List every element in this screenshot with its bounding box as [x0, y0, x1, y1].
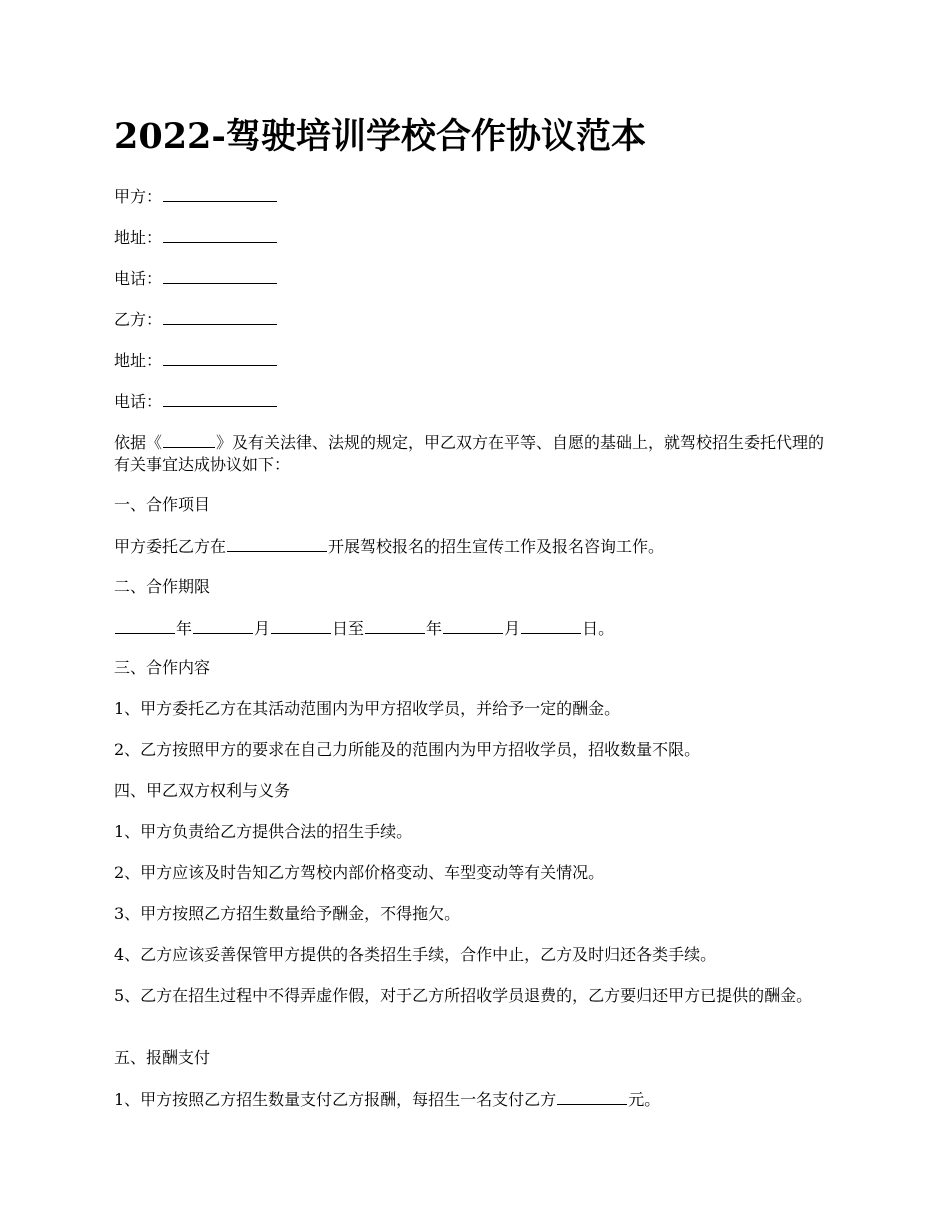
start-day-blank[interactable]: [271, 617, 331, 634]
location-blank[interactable]: [227, 535, 327, 552]
party-b-line: [114, 308, 278, 331]
section-3-item-2: 2、乙方按照甲方的要求在自己力所能及的范围内为甲方招收学员，招收数量不限。: [114, 740, 701, 759]
section-3-heading: 三、合作内容: [114, 658, 211, 677]
end-month-blank[interactable]: [443, 617, 503, 634]
section-5-item-1: [114, 1088, 660, 1111]
intro-suffix: 》及有关法律、法规的规定，甲乙双方在平等、自愿的基础上，就驾校招生委托代理的有关事宜达成协议如下：: [114, 433, 825, 474]
month-1: 月: [254, 619, 271, 638]
s5-item1-prefix: 1、甲方按照乙方招生数量支付乙方报酬，每招生一名支付乙方: [114, 1090, 557, 1109]
party-a-line: [114, 185, 278, 208]
section-4-item-3: 3、甲方按照乙方招生数量给予酬金，不得拖欠。: [114, 904, 461, 923]
party-b-address-label: 地址：: [114, 351, 163, 370]
law-name-blank[interactable]: [163, 431, 215, 448]
day-2: 日。: [582, 619, 615, 638]
s1-prefix: 甲方委托乙方在: [114, 537, 227, 556]
party-a-label: 甲方：: [114, 187, 163, 206]
section-4-item-5: 5、乙方在招生过程中不得弄虚作假，对于乙方所招收学员退费的，乙方要归还甲方已提供的酬金。: [114, 986, 813, 1005]
year-1: 年: [176, 619, 193, 638]
section-4-heading: 四、甲乙双方权利与义务: [114, 781, 291, 800]
end-day-blank[interactable]: [521, 617, 581, 634]
intro-paragraph: [114, 431, 839, 476]
party-b-label: 乙方：: [114, 310, 163, 329]
section-2-heading: 二、合作期限: [114, 577, 211, 596]
section-4-item-4: 4、乙方应该妥善保管甲方提供的各类招生手续，合作中止，乙方及时归还各类手续。: [114, 945, 717, 964]
section-2-dates: [114, 617, 614, 640]
section-4-item-2: 2、甲方应该及时告知乙方驾校内部价格变动、车型变动等有关情况。: [114, 863, 605, 882]
fee-amount-blank[interactable]: [557, 1088, 627, 1105]
party-b-blank[interactable]: [163, 308, 277, 325]
party-b-phone-line: [114, 390, 278, 413]
section-4-item-1: 1、甲方负责给乙方提供合法的招生手续。: [114, 822, 413, 841]
party-b-address-blank[interactable]: [163, 349, 277, 366]
intro-prefix: 依据《: [114, 433, 163, 452]
s5-item1-suffix: 元。: [628, 1090, 661, 1109]
party-a-address-label: 地址：: [114, 228, 163, 247]
party-a-blank[interactable]: [163, 185, 277, 202]
party-a-phone-blank[interactable]: [163, 267, 277, 284]
end-year-blank[interactable]: [365, 617, 425, 634]
section-5-heading: 五、报酬支付: [114, 1048, 211, 1067]
party-a-phone-label: 电话：: [114, 269, 163, 288]
start-year-blank[interactable]: [115, 617, 175, 634]
start-month-blank[interactable]: [193, 617, 253, 634]
section-3-item-1: 1、甲方委托乙方在其活动范围内为甲方招收学员，并给予一定的酬金。: [114, 699, 621, 718]
party-a-phone-line: [114, 267, 278, 290]
section-1-heading: 一、合作项目: [114, 495, 211, 514]
party-b-address-line: [114, 349, 278, 372]
year-2: 年: [426, 619, 443, 638]
day-1-to: 日至: [332, 619, 365, 638]
document-title: 2022-驾驶培训学校合作协议范本: [114, 116, 646, 157]
party-a-address-blank[interactable]: [163, 226, 277, 243]
party-a-address-line: [114, 226, 278, 249]
month-2: 月: [504, 619, 521, 638]
s1-suffix: 开展驾校报名的招生宣传工作及报名咨询工作。: [328, 537, 665, 556]
party-b-phone-label: 电话：: [114, 392, 163, 411]
section-1-text: [114, 535, 664, 558]
party-b-phone-blank[interactable]: [163, 390, 277, 407]
